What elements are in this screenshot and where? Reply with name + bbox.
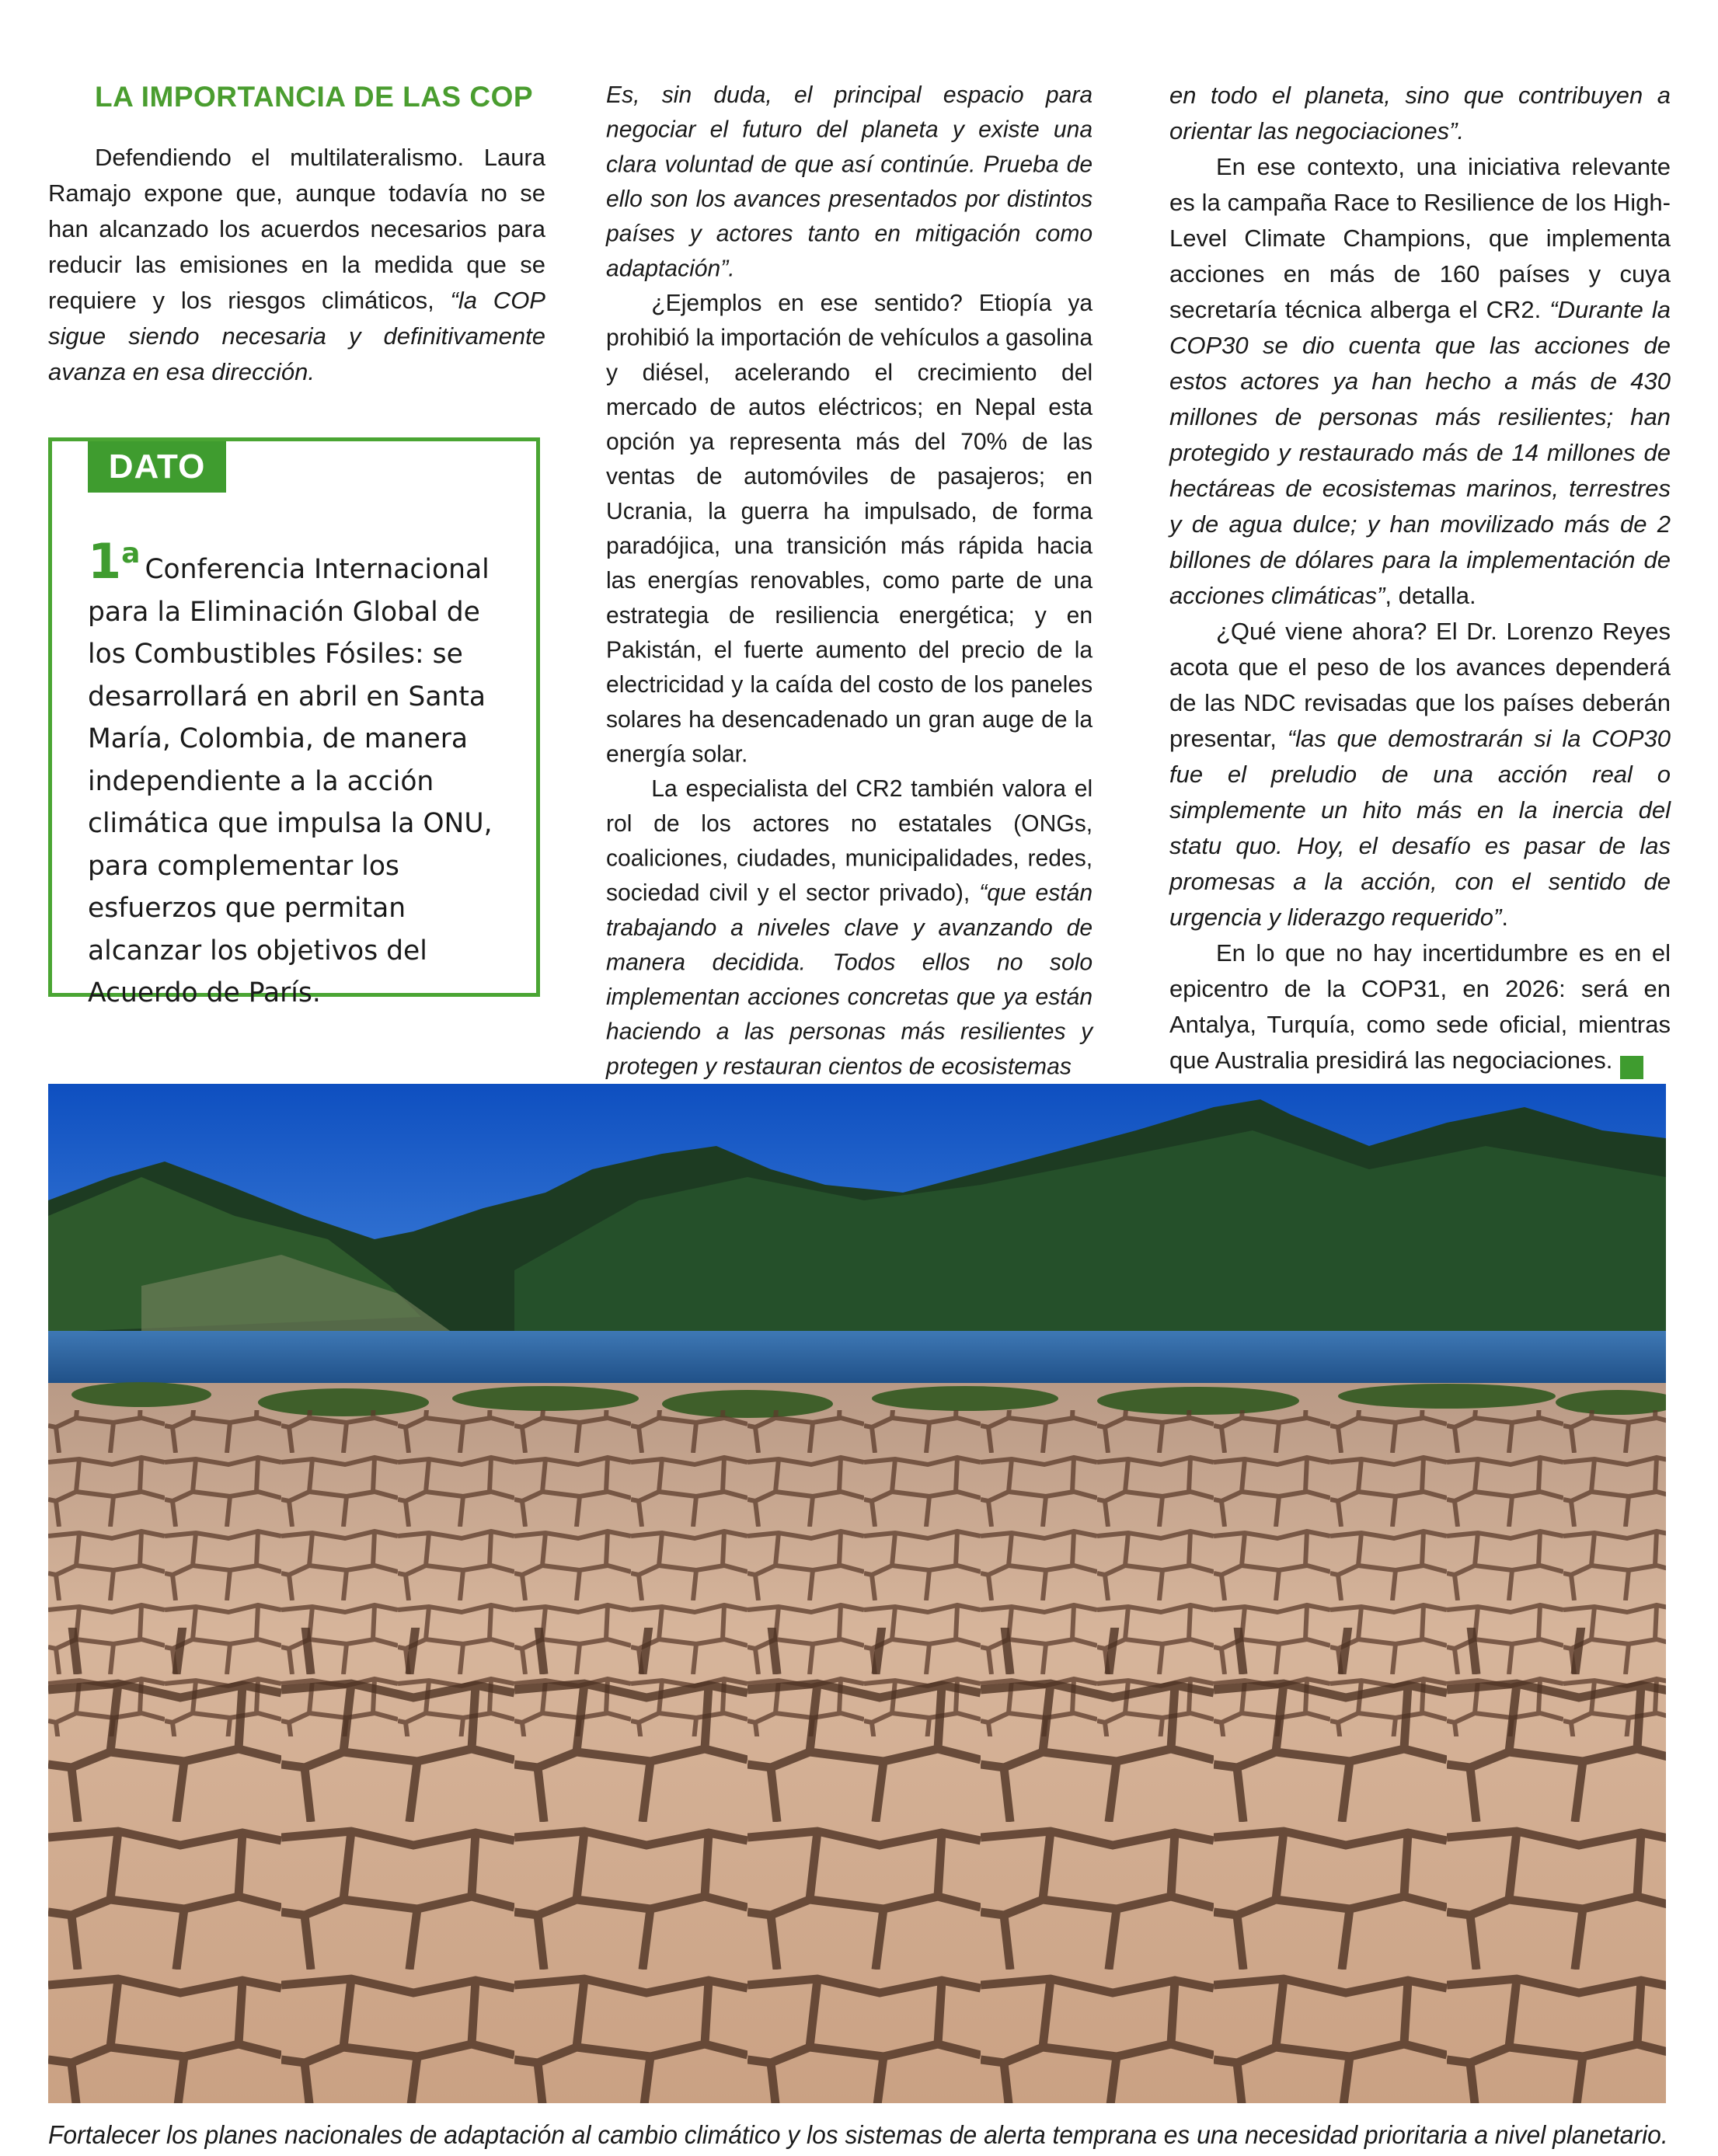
dato-superscript: a <box>121 538 141 569</box>
col2-paragraph-2: ¿Ejemplos en ese sentido? Etiopía ya prohibió la importación de vehículos a gasolina y diésel, acelerando el crecimiento del mercado de autos eléctricos; en Nepal esta opción ya representa más del 70% de las ventas de automóviles de pasajeros; en Ucrania, la guerra ha impulsado, de forma paradójica, una transición más rápida hacia las energías renovables, como parte de una estrategia de resiliencia energética; y en Pakistán, el fuerte aumento del precio de la electricidad y la caída del costo de los paneles solares ha desencadenado un gran auge de la energía solar. <box>606 289 1093 768</box>
paragraph-1-text: Defendiendo el multilateralismo. Laura Ramajo expone que, aunque todavía no se han alcanzado los acuerdos necesarios para reducir las emisiones en la medida que se requiere y los riesgos climáticos, <box>48 144 545 314</box>
paragraph-1 <box>48 140 545 390</box>
paragraph-1-quote: “la COP sigue siendo necesaria y definitivamente avanza en esa dirección. <box>48 287 545 385</box>
column-2 <box>606 78 1092 1084</box>
col2-paragraph-3-text: La especialista del CR2 también valora el rol de los actores no estatales (ONGs, coaliciones, ciudades, municipalidades, redes, sociedad civil y el sector privado), <box>606 775 1093 906</box>
dato-text: Conferencia Internacional para la Eliminación Global de los Combustibles Fósiles: se desarrollará en abril en Santa María, Colombia, de manera independiente a la acción climática que impulsa la ONU, para complementar los esfuerzos que permitan alcanzar los objetivos del Acuerdo de París. <box>88 554 493 1008</box>
dato-label: DATO <box>88 441 226 493</box>
col2-paragraph-3-quote: “que están trabajando a niveles clave y avanzando de manera decidida. Todos ellos no solo implementan acciones concretas que ya están haciendo a las personas más resilientes y protegen y restauran cientos de ecosistemas <box>606 879 1093 1080</box>
dato-text-block <box>88 533 523 1015</box>
photo-caption: Fortalecer los planes nacionales de adaptación al cambio climático y los sistemas de alerta temprana es una necesidad prioritaria a nivel planetario. <box>48 2120 1668 2149</box>
section-heading: LA IMPORTANCIA DE LAS COP <box>95 81 534 113</box>
column-1 <box>48 78 545 390</box>
col3-paragraph-3 <box>1169 614 1671 935</box>
drought-landscape-photo <box>48 1084 1666 2103</box>
col3-paragraph-2-quote: “Durante la COP30 se dio cuenta que las acciones de estos actores ya han hecho a más de 430 millones de personas más resilientes; han protegido y restaurado más de 14 millones de hectáreas de ecosistemas marinos, terrestres y de agua dulce; y han movilizado más de 2 billones de dólares para la implementación de acciones climáticas” <box>1169 296 1671 609</box>
col3-paragraph-3-end: . <box>1501 904 1508 931</box>
col3-paragraph-4-text: En lo que no hay incertidumbre es en el epicentro de la COP31, en 2026: será en Antalya, Turquía, como sede oficial, mientras que Australia presidirá las negociaciones. <box>1169 939 1671 1074</box>
col3-paragraph-3-quote: “las que demostrarán si la COP30 fue el preludio de una acción real o simplemente un hito más en la inercia del statu quo. Hoy, el desafío es pasar de las promesas a la acción, con el sentido de urgencia y liderazgo requerido” <box>1169 725 1671 931</box>
col3-paragraph-2 <box>1169 149 1671 614</box>
col3-paragraph-4 <box>1169 935 1685 1079</box>
la-logo-icon: LA <box>1620 1056 1643 1079</box>
col2-paragraph-1: Es, sin duda, el principal espacio para negociar el futuro del planeta y existe una clara voluntad de que así continúe. Prueba de ello son los avances presentados por distintos países y actores tanto en mitigación como adaptación”. <box>606 81 1093 282</box>
dato-box <box>48 437 540 1008</box>
col3-paragraph-2-text: En ese contexto, una iniciativa relevante es la campaña Race to Resilience de los High-Level Climate Champions, que implementa acciones en más de 160 países y cuya secretaría técnica alberga el CR2. <box>1169 153 1671 323</box>
photo-illustration <box>48 1084 1666 2103</box>
column-3 <box>1169 78 1685 1079</box>
dato-number: 1 <box>88 533 122 590</box>
col3-paragraph-1: en todo el planeta, sino que contribuyen a orientar las negociaciones”. <box>1169 82 1671 145</box>
col3-paragraph-2-end: , detalla. <box>1385 582 1476 609</box>
col2-paragraph-3 <box>606 771 1092 1084</box>
col3-paragraph-3-text: ¿Qué viene ahora? El Dr. Lorenzo Reyes acota que el peso de los avances dependerá de las NDC revisadas que los países deberán presentar, <box>1169 618 1671 752</box>
